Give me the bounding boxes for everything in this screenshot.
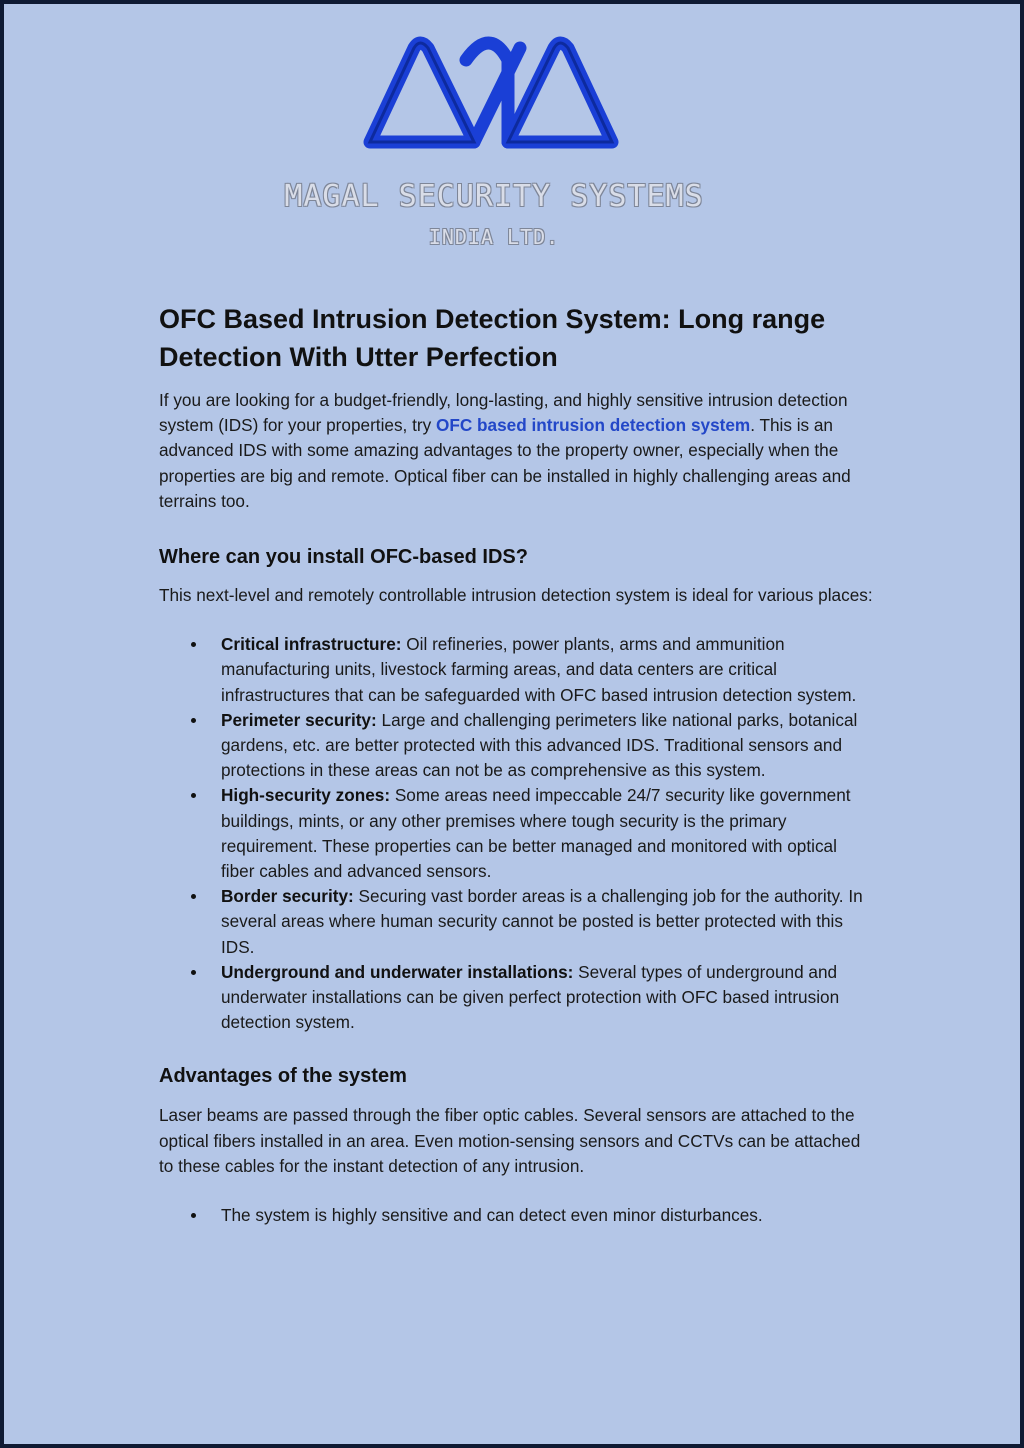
list-item: The system is highly sensitive and can detect even minor disturbances. — [221, 1203, 874, 1228]
intro-text-after-link: . This is an advanced IDS with some amazing advantages to the property owner, especially when the properties are big and remote. Optical fiber can be installed in highly challenging areas and terrains too. — [159, 415, 851, 511]
logo-mark-icon — [356, 26, 626, 166]
list-item-text: Some areas need impeccable 24/7 security like government buildings, mints, or any other premises where tough security is the primary requirement. These properties can be better managed and monitored with optical fiber cables and advanced sensors. — [221, 785, 851, 882]
article-title: OFC Based Intrusion Detection System: Long range Detection With Utter Perfection — [159, 304, 826, 372]
list-item-label: Underground and underwater installations: — [221, 961, 574, 982]
list-item-label: High-security zones: — [221, 785, 391, 806]
where-heading: Where can you install OFC-based IDS? — [159, 546, 528, 569]
intro-text-before-link: If you are looking for a budget-friendly, long-lasting, and highly sensitive intrusion detection system (IDS) for your properties, try — [159, 390, 848, 436]
list-item — [221, 783, 874, 884]
ofc-ids-link[interactable]: OFC based intrusion detection system — [435, 415, 751, 436]
list-item — [221, 884, 874, 960]
advantages-list — [159, 1203, 874, 1228]
places-list — [159, 632, 874, 1035]
list-item — [221, 708, 874, 784]
list-item — [221, 960, 874, 1036]
advantages-paragraph: Laser beams are passed through the fiber optic cables. Several sensors are attached to the optical fibers installed in an area. Even motion-sensing sensors and CCTVs can be attached to these cables for the instant detection of any intrusion. — [159, 1105, 861, 1176]
list-item-text: Oil refineries, power plants, arms and ammunition manufacturing units, livestock farming areas, and data centers are critical infrastructures that can be safeguarded with OFC based intrusion detection system. — [221, 634, 857, 705]
list-item-label: Perimeter security: — [221, 709, 377, 730]
list-item-label: Border security: — [221, 886, 354, 907]
list-item — [221, 632, 874, 708]
article-body — [159, 300, 874, 1228]
list-item-text: Several types of underground and underwater installations can be given perfect protection with OFC based intrusion detection system. — [221, 961, 840, 1033]
list-item-label: Critical infrastructure: — [221, 634, 402, 655]
list-item-text: Securing vast border areas is a challenging job for the authority. In several areas where human security cannot be posted is better protected with this IDS. — [221, 886, 863, 957]
intro-paragraph — [159, 388, 874, 514]
logo-company-suffix: INDIA LTD. — [428, 225, 560, 249]
company-logo — [264, 22, 724, 257]
list-item-text: Large and challenging perimeters like national parks, botanical gardens, etc. are better protected with this advanced IDS. Traditional sensors and protections in these areas can not be as comprehensive as this system. — [221, 709, 858, 781]
logo-company-name: MAGAL SECURITY SYSTEMS — [284, 179, 704, 214]
advantages-heading: Advantages of the system — [159, 1065, 407, 1088]
where-paragraph: This next-level and remotely controllable intrusion detection system is ideal for various places: — [159, 585, 873, 606]
